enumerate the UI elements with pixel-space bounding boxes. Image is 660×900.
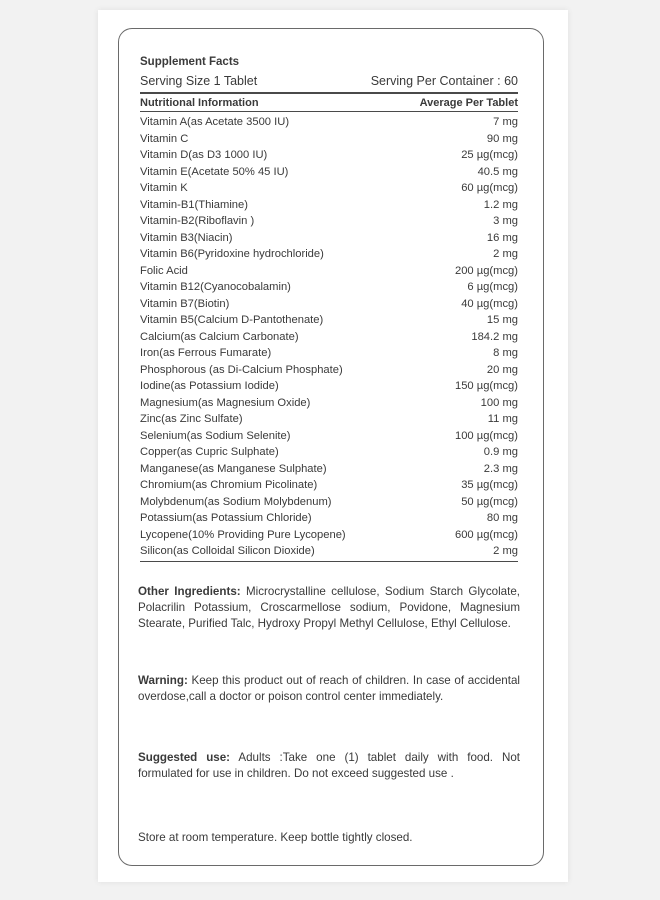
nutrient-row xyxy=(140,312,518,329)
nutrient-row xyxy=(140,279,518,296)
nutrient-name: Vitamin A(as Acetate 3500 IU) xyxy=(140,116,290,128)
nutrient-name: Vitamin B12(Cyanocobalamin) xyxy=(140,281,291,293)
nutrient-amount: 0.9 mg xyxy=(483,446,518,458)
other-ingredients-label: Other Ingredients: xyxy=(138,585,241,598)
nutrient-row xyxy=(140,543,518,560)
servings-per-container: Serving Per Container : 60 xyxy=(370,74,518,88)
nutrient-name: Vitamin B7(Biotin) xyxy=(140,297,230,310)
nutrient-row xyxy=(140,197,518,214)
nutrient-amount: 200 µg(mcg) xyxy=(454,264,518,277)
nutrient-amount: 90 mg xyxy=(486,132,518,145)
nutrient-amount: 100 µg(mcg) xyxy=(454,429,518,442)
nutrient-amount: 11 mg xyxy=(487,413,518,425)
nutrient-row xyxy=(140,296,518,313)
nutrient-row xyxy=(140,378,518,395)
nutrient-row xyxy=(140,263,518,280)
nutrient-name: Iodine(as Potassium Iodide) xyxy=(140,380,279,392)
nutrient-amount: 100 mg xyxy=(480,396,518,409)
nutrient-amount: 40.5 mg xyxy=(477,165,518,178)
nutrient-list xyxy=(140,114,518,560)
divider-thick xyxy=(140,92,518,94)
nutrient-amount: 1.2 mg xyxy=(483,198,518,211)
nutrient-name: Vitamin B3(Niacin) xyxy=(140,231,233,244)
nutrient-amount: 6 µg(mcg) xyxy=(467,281,518,293)
nutrient-row xyxy=(140,395,518,412)
serving-size: Serving Size 1 Tablet xyxy=(140,74,258,88)
nutrient-name: Vitamin K xyxy=(140,182,188,194)
nutrient-name: Calcium(as Calcium Carbonate) xyxy=(140,330,299,343)
nutrient-name: Copper(as Cupric Sulphate) xyxy=(140,446,279,458)
nutrient-amount: 35 µg(mcg) xyxy=(461,479,518,491)
suggested-use-label: Suggested use: xyxy=(138,751,231,764)
nutrient-row xyxy=(140,345,518,362)
nutrient-row xyxy=(140,527,518,544)
nutrient-name: Vitamin B6(Pyridoxine hydrochloride) xyxy=(140,248,324,260)
nutrient-amount: 2.3 mg xyxy=(483,462,518,475)
nutrient-row xyxy=(140,180,518,197)
nutrient-name: Manganese(as Manganese Sulphate) xyxy=(140,462,327,475)
nutrient-amount: 150 µg(mcg) xyxy=(454,380,518,392)
column-header-nutrient: Nutritional Information xyxy=(140,97,259,109)
nutrient-row xyxy=(140,230,518,247)
supplement-facts-panel xyxy=(140,54,518,562)
nutrient-amount: 3 mg xyxy=(493,215,518,227)
nutrient-row xyxy=(140,114,518,131)
nutrient-row xyxy=(140,131,518,148)
warning-block xyxy=(138,673,520,705)
nutrient-amount: 60 µg(mcg) xyxy=(461,182,518,194)
other-ingredients-block xyxy=(138,584,520,632)
nutrient-amount: 8 mg xyxy=(493,347,518,359)
suggested-use-text: Adults :Take one (1) tablet daily with food. Not formulated for use in children. Do not exceed suggested use . xyxy=(138,751,520,780)
nutrient-name: Potassium(as Potassium Chloride) xyxy=(140,512,312,524)
nutrient-name: Silicon(as Colloidal Silicon Dioxide) xyxy=(140,545,315,557)
nutrient-amount: 16 mg xyxy=(486,231,518,244)
nutrient-row xyxy=(140,246,518,263)
nutrient-name: Vitamin B5(Calcium D-Pantothenate) xyxy=(140,314,324,326)
nutrient-row xyxy=(140,510,518,527)
nutrient-amount: 2 mg xyxy=(493,248,518,260)
nutrient-name: Magnesium(as Magnesium Oxide) xyxy=(140,396,311,409)
nutrient-name: Vitamin-B1(Thiamine) xyxy=(140,198,248,211)
serving-info xyxy=(140,71,518,91)
nutrient-name: Phosphorous (as Di-Calcium Phosphate) xyxy=(140,363,343,376)
nutrient-row xyxy=(140,444,518,461)
nutrient-name: Vitamin C xyxy=(140,132,189,145)
divider-thin xyxy=(140,111,518,112)
nutrient-amount: 25 µg(mcg) xyxy=(461,149,518,161)
nutrient-name: Vitamin-B2(Riboflavin ) xyxy=(140,215,255,227)
nutrient-amount: 15 mg xyxy=(486,314,518,326)
nutrient-row xyxy=(140,428,518,445)
nutrient-amount: 80 mg xyxy=(486,512,518,524)
facts-column-headers xyxy=(140,96,518,110)
nutrient-row xyxy=(140,477,518,494)
nutrient-name: Vitamin D(as D3 1000 IU) xyxy=(140,149,268,161)
nutrient-name: Chromium(as Chromium Picolinate) xyxy=(140,479,318,491)
nutrient-row xyxy=(140,213,518,230)
nutrient-amount: 2 mg xyxy=(493,545,518,557)
nutrient-name: Lycopene(10% Providing Pure Lycopene) xyxy=(140,528,346,541)
nutrient-row xyxy=(140,494,518,511)
warning-text: Keep this product out of reach of children. In case of accidental overdose,call a doctor or poison control center immediately. xyxy=(138,674,520,703)
storage-instructions: Store at room temperature. Keep bottle tightly closed. xyxy=(138,831,413,844)
nutrient-amount: 184.2 mg xyxy=(471,330,518,343)
nutrient-amount: 7 mg xyxy=(493,116,518,128)
nutrient-row xyxy=(140,411,518,428)
nutrient-name: Iron(as Ferrous Fumarate) xyxy=(140,347,272,359)
other-ingredients-text: Microcrystalline cellulose, Sodium Starch Glycolate, Polacrilin Potassium, Croscarmellose sodium, Povidone, Magnesium Stearate, Purified Talc, Hydroxy Propyl Methyl Cellulose, Ethyl Cellulose. xyxy=(138,585,520,630)
nutrient-row xyxy=(140,461,518,478)
divider-bottom xyxy=(140,561,518,562)
nutrient-name: Molybdenum(as Sodium Molybdenum) xyxy=(140,495,332,508)
facts-title: Supplement Facts xyxy=(140,56,240,68)
warning-label: Warning: xyxy=(138,674,188,687)
nutrient-amount: 50 µg(mcg) xyxy=(461,495,518,508)
nutrient-name: Selenium(as Sodium Selenite) xyxy=(140,429,291,442)
nutrient-row xyxy=(140,164,518,181)
nutrient-amount: 40 µg(mcg) xyxy=(461,297,518,310)
column-header-amount: Average Per Tablet xyxy=(419,97,518,109)
nutrient-amount: 20 mg xyxy=(486,363,518,376)
nutrient-name: Folic Acid xyxy=(140,264,188,277)
nutrient-row xyxy=(140,329,518,346)
nutrient-row xyxy=(140,362,518,379)
suggested-use-block xyxy=(138,750,520,782)
nutrient-name: Vitamin E(Acetate 50% 45 IU) xyxy=(140,165,289,178)
nutrient-name: Zinc(as Zinc Sulfate) xyxy=(140,413,243,425)
nutrient-amount: 600 µg(mcg) xyxy=(454,528,518,541)
nutrient-row xyxy=(140,147,518,164)
